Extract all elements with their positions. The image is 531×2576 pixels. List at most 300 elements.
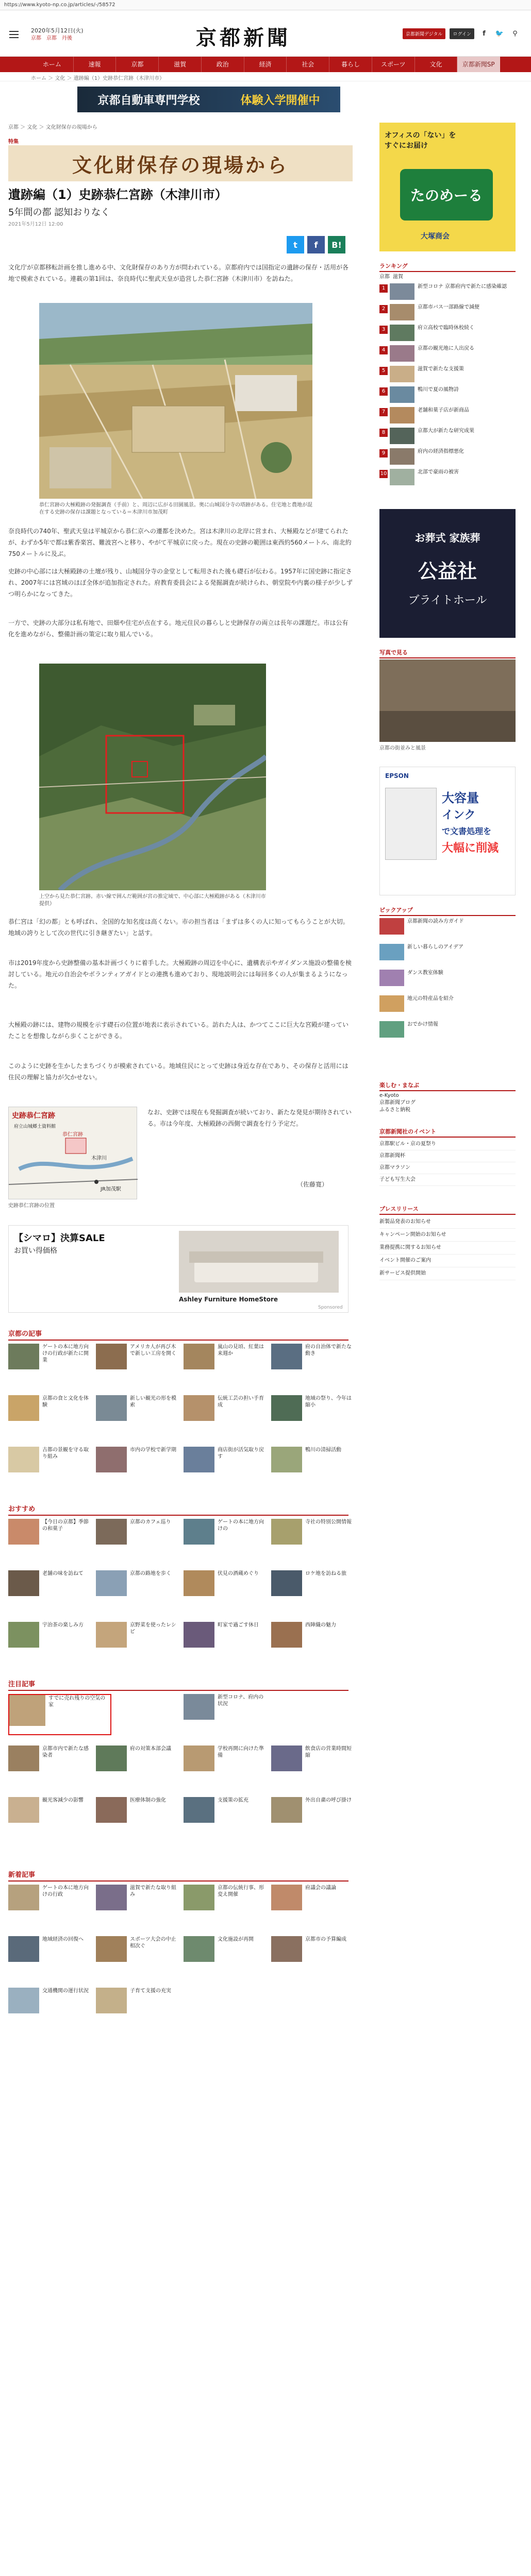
masthead (0, 10, 531, 57)
ranking-item-title: 老舗和菓子店が新商品 (418, 408, 469, 413)
recommend-section-title: おすすめ (8, 1503, 349, 1516)
list-item[interactable] (271, 1395, 352, 1431)
rank-number: 3 (379, 326, 388, 334)
map-title: 史跡恭仁宮跡 (12, 1112, 55, 1120)
ad-brand-logo: たのめーる (400, 169, 493, 221)
article-lead: 文化庁が京都移転計画を推し進める中、文化財保存のあり方が問われている。京都府内では国指定の遺跡の保存・活用が各地で模索されている。連載の第1回は、奈良時代に聖武天皇が造営した恭仁宮跡（木津川市）を訪ねた。 (8, 264, 349, 282)
map-museum-label: 府立山城郷土資料館 (14, 1124, 56, 1129)
sidebar-ad-epson[interactable]: EPSON 大容量 インク で文書処理を 大幅に削減 (379, 767, 516, 895)
list-item[interactable] (8, 1570, 89, 1606)
event-link[interactable]: 京都マラソン (379, 1162, 516, 1174)
ad-funeral-title: お葬式 家族葬 (414, 532, 480, 544)
hot-section-title: 注目記事 (8, 1679, 349, 1691)
item-title: 京都のカフェ巡り (130, 1519, 171, 1525)
special-link[interactable]: 京都新聞ブログ (379, 1100, 416, 1106)
list-item[interactable] (271, 1344, 352, 1380)
ad-sponsor: 大塚商会 (421, 232, 450, 241)
item-title: ゲートの本に地方向けの行政が新たに開業 (42, 1344, 89, 1363)
ad-sponsored-label: Sponsored (318, 1305, 343, 1310)
thumbnail (184, 1885, 214, 1910)
item-title: 京都市の予算編成 (305, 1937, 346, 1942)
item-title: 京野菜を使ったレシピ (130, 1622, 176, 1635)
item-title: すでに売れ残りの空気の家 (48, 1696, 106, 1708)
thumbnail (184, 1447, 214, 1472)
ranking-item-title: 新型コロナ 京都府内で新たに感染確認 (418, 284, 507, 290)
series-title-band (8, 145, 353, 181)
thumbnail (8, 1519, 39, 1545)
ad-epson-line4: 大幅に削減 (442, 842, 499, 855)
ranking-item-title: 滋賀で新たな支援策 (418, 366, 464, 372)
item-title: アメリカ人が再び木で新しい工房を開く (130, 1344, 176, 1357)
item-title: 市内の学校で新学期 (130, 1447, 176, 1453)
list-item[interactable] (96, 1570, 176, 1606)
special-links-title: 楽しむ・まなぶ (379, 1081, 516, 1091)
thumbnail (390, 448, 414, 465)
press-title: プレスリリース (379, 1205, 516, 1215)
thumbnail (390, 283, 414, 300)
item-title: 伏見の酒蔵めぐり (218, 1571, 259, 1577)
thumbnail (271, 1936, 302, 1962)
item-title: 滋賀で新たな取り組み (130, 1885, 176, 1897)
thumbnail (390, 366, 414, 382)
item-title: 地域の祭り、今年は縮小 (305, 1396, 352, 1408)
ad-cta: 体験入学開催中 (240, 94, 320, 107)
news-section-title: 新着記事 (8, 1869, 349, 1882)
thumbnail (184, 1797, 214, 1823)
ad-furniture-image (179, 1231, 339, 1293)
today-date: 2020年5月12日(火) (31, 27, 84, 34)
item-title: 伝統工芸の担い手育成 (218, 1396, 264, 1408)
article-photo-2[interactable] (39, 664, 266, 890)
thumbnail (96, 1936, 127, 1962)
list-item[interactable] (96, 1344, 176, 1380)
gnav-item[interactable]: ホーム (31, 57, 74, 72)
list-item[interactable] (184, 1694, 264, 1730)
rank-number: 6 (379, 387, 388, 396)
thumbnail (8, 1344, 39, 1369)
item-title: 京都市内で新たな感染者 (42, 1746, 89, 1758)
ranking-item[interactable] (379, 304, 516, 323)
map-river-label: 木津川 (91, 1156, 107, 1161)
item-title: ロケ地を訪ねる旅 (305, 1571, 346, 1577)
top-banner-ad[interactable] (77, 87, 340, 112)
thumbnail (8, 1395, 39, 1421)
events-title: 京都新聞社のイベント (379, 1127, 516, 1138)
ad-title: 【シマロ】決算SALE (14, 1233, 105, 1244)
ad-epson-line2: インク (442, 809, 476, 822)
url-bar[interactable]: https://www.kyoto-np.co.jp/articles/-/58572 (0, 0, 531, 10)
list-item[interactable] (8, 1745, 89, 1782)
ranking-item[interactable] (379, 366, 516, 384)
thumbnail (96, 1797, 127, 1823)
thumbnail (379, 970, 404, 986)
thumbnail (271, 1344, 302, 1369)
list-item[interactable] (96, 1519, 176, 1555)
ad-subtitle: お買い得価格 (14, 1247, 57, 1255)
ranking-item-title: 府立高校で臨時休校続く (418, 325, 474, 331)
photo-gallery-caption: 京都の街並みと風景 (379, 745, 426, 751)
item-title: 新型コロナ、府内の状況 (218, 1694, 264, 1707)
thumbnail (271, 1395, 302, 1421)
article-date: 2021年5月12日 12:00 (8, 222, 63, 227)
twitter-icon[interactable]: 🐦 (495, 29, 504, 38)
article-headline: 遺跡編（1）史跡恭仁宮跡（木津川市） (8, 188, 227, 202)
list-item[interactable] (184, 1570, 264, 1606)
ranking-item[interactable] (379, 283, 516, 302)
thumbnail (390, 386, 414, 403)
list-item[interactable] (271, 1936, 352, 1972)
pickup-item[interactable] (379, 918, 516, 937)
list-item[interactable] (271, 1797, 352, 1833)
thumbnail (96, 1745, 127, 1771)
rank-number: 2 (379, 305, 388, 313)
thumbnail (8, 1988, 39, 2013)
thumbnail (184, 1694, 214, 1720)
ad-epson-line1: 大容量 (442, 791, 479, 805)
rank-number: 1 (379, 284, 388, 293)
pickup-item[interactable] (379, 1021, 516, 1040)
list-item[interactable] (96, 1988, 176, 2024)
thumbnail (96, 1570, 127, 1596)
article-para-3: 一方で、史跡の大部分は私有地で、田畑や住宅が点在する。地元住民の暮らしと史跡保存の両立は長年の課題だ。市は公有化を進めながら、整備計画の策定に取り組んでいる。 (8, 619, 349, 638)
special-links (379, 1092, 516, 1114)
list-item[interactable] (271, 1519, 352, 1555)
thumbnail (184, 1745, 214, 1771)
press-list (379, 1216, 516, 1280)
list-item[interactable] (271, 1885, 352, 1921)
thumbnail (8, 1447, 39, 1472)
article-kicker: 特集 (8, 139, 19, 145)
article-para-8: なお、史跡では現在も発掘調査が続いており、新たな発見が期待されている。市は今年度、大極殿跡の西側で調査を行う予定だ。 (147, 1109, 352, 1127)
photo-1-caption: 恭仁宮跡の大極殿跡の発掘調査（手前）と、周辺に広がる田園風景。奥に山城国分寺の塔跡がある。住宅地と農地が混在する史跡の保存は課題となっている＝木津川市加茂町 (39, 502, 312, 515)
gnav-item[interactable]: 文化 (415, 57, 458, 72)
item-title: 【今日の京都】季節の和菓子 (42, 1519, 89, 1532)
thumbnail (390, 407, 414, 423)
item-title: 町家で過ごす休日 (218, 1622, 259, 1628)
item-title: 宇治茶の楽しみ方 (42, 1622, 84, 1628)
article-author: （佐藤寛） (297, 1181, 328, 1188)
ranking-item-title: 京都市バス一部路線で減便 (418, 304, 479, 310)
ranking-item[interactable] (379, 428, 516, 446)
thumbnail (271, 1447, 302, 1472)
thumbnail (390, 428, 414, 444)
thumbnail (390, 304, 414, 320)
thumbnail (96, 1622, 127, 1648)
article-para-6: 大極殿の跡には、建物の規模を示す礎石の位置が地表に表示されている。訪れた人は、かつてここに巨大な宮殿が建っていたことを想像しながら歩くことができる。 (8, 1021, 349, 1040)
ranking-item-title: 京都の観光地に人出戻る (418, 346, 474, 351)
thumbnail (96, 1447, 127, 1472)
thumbnail (271, 1797, 302, 1823)
ranking-item-title: 北部で豪雨の被害 (418, 469, 459, 475)
list-item[interactable] (8, 1395, 89, 1431)
thumbnail (8, 1885, 39, 1910)
press-link[interactable]: 新製品発表のお知らせ (379, 1216, 516, 1229)
thumbnail (96, 1519, 127, 1545)
hot-section-grid (8, 1694, 353, 1879)
item-title: 新しい観光の形を模索 (130, 1396, 176, 1408)
item-title: 府の自治体で新たな動き (305, 1344, 352, 1357)
search-icon[interactable]: ⚲ (512, 29, 518, 38)
item-title: 学校再開に向けた準備 (218, 1746, 264, 1758)
thumbnail (8, 1570, 39, 1596)
ranking-item[interactable] (379, 448, 516, 467)
article-subhead: 5年間の都 認知おりなく (8, 207, 110, 218)
list-item[interactable] (271, 1622, 352, 1658)
article-para-2: 史跡の中心部には大極殿跡の土壇が残り、山城国分寺の金堂として転用された後も礎石が伝わる。1957年に国史跡に指定され、2007年には宮域のほぼ全体が追加指定された。府教育委員会による発掘調査が続けられ、朝堂院や内裏の様子が少しずつ明らかになってきた。 (8, 568, 353, 598)
thumbnail (271, 1622, 302, 1648)
facebook-icon[interactable]: f (483, 29, 486, 38)
gnav-item[interactable]: 滋賀 (159, 57, 202, 72)
list-item[interactable] (184, 1395, 264, 1431)
thumbnail (271, 1745, 302, 1771)
ad-school-name: 京都自動車専門学校 (97, 94, 200, 107)
rank-number: 7 (379, 408, 388, 416)
list-item[interactable] (184, 1344, 264, 1380)
pickup-item[interactable] (379, 995, 516, 1014)
location-map[interactable] (8, 1107, 137, 1199)
ad-text-line1: オフィスの「ない」を (385, 131, 456, 140)
list-item[interactable] (184, 1519, 264, 1555)
twitter-share-icon[interactable]: t (287, 236, 304, 253)
thumbnail (96, 1988, 127, 2013)
thumbnail (379, 944, 404, 960)
list-item[interactable] (184, 1797, 264, 1833)
event-link[interactable]: 京都新聞杯 (379, 1150, 516, 1162)
photo-section-title: 写真で見る (379, 648, 516, 658)
list-item[interactable] (96, 1745, 176, 1782)
pickup-title: ピックアップ (379, 906, 516, 916)
special-link[interactable]: e-Kyoto (379, 1093, 399, 1098)
list-item[interactable] (271, 1745, 352, 1782)
photo-2-caption: 上空から見た恭仁宮跡。赤い線で囲んだ範囲が宮の推定域で、中心部に大極殿跡がある（木津川市提供） (39, 894, 266, 907)
thumbnail (184, 1936, 214, 1962)
map-station-label: JR加茂駅 (101, 1187, 121, 1192)
list-item[interactable] (96, 1395, 176, 1431)
item-title: スポーツ大会の中止相次ぐ (130, 1937, 176, 1949)
thumbnail (390, 325, 414, 341)
item-title: 古都の景観を守る取り組み (42, 1447, 89, 1460)
breadcrumb: 京都 ＞ 文化 ＞ 文化財保存の現場から (8, 125, 97, 130)
tab-kyoto[interactable]: 京都 (379, 274, 390, 280)
article-para-4: 恭仁宮は「幻の都」とも呼ばれ、全国的な知名度は高くない。市の担当者は「まずは多くの人に知ってもらうことが大切。地域の誇りとして次の世代に引き継ぎたい」と話す。 (8, 918, 349, 937)
list-item[interactable] (96, 1936, 176, 1972)
series-title: 文化財保存の現場から (72, 153, 289, 177)
item-title: 老舗の味を訪ねて (42, 1571, 84, 1577)
thumbnail (96, 1344, 127, 1369)
article-para-5: 市は2019年度から史跡整備の基本計画づくりに着手した。大極殿跡の周辺を中心に、遺構表示やガイダンス施設の整備を検討している。地元の自治会やボランティアガイドとの連携も進めており、現地説明会には毎回多くの人が集まるようになった。 (8, 959, 352, 989)
gnav-special[interactable]: 京都新聞SP (457, 57, 500, 72)
pickup-item-title: 京都新聞の読み方ガイド (407, 919, 464, 924)
thumbnail (9, 1695, 45, 1726)
press-link[interactable]: イベント開催のご案内 (379, 1255, 516, 1267)
article-para-1: 奈良時代の740年、聖武天皇は平城京から恭仁京への遷都を決めた。宮は木津川の北岸に営まれ、大極殿などが建てられたが、わずか5年で都は紫香楽宮、難波宮へと移り、やがて平城京に戻った。現在の史跡の範囲は東西約560メートル、南北約750メートルに及ぶ。 (8, 528, 352, 557)
item-title: 寺社の特別公開情報 (305, 1519, 352, 1525)
list-item[interactable] (8, 1344, 89, 1380)
list-item[interactable] (184, 1447, 264, 1483)
list-item[interactable] (8, 1622, 89, 1658)
ranking-title: ランキング (379, 262, 516, 272)
thumbnail (8, 1797, 39, 1823)
page-body (0, 81, 531, 2576)
pickup-item-title: 新しい暮らしのアイデア (407, 944, 464, 950)
sidebar-ad-tanomeru[interactable] (379, 123, 516, 251)
gnav-item[interactable]: 経済 (244, 57, 287, 72)
press-link[interactable]: 新サービス提供開始 (379, 1267, 516, 1280)
list-item[interactable] (96, 1447, 176, 1483)
item-title: 西陣織の魅力 (305, 1622, 336, 1628)
sidebar-ad-funeral[interactable] (379, 509, 516, 638)
ranking-item[interactable] (379, 325, 516, 343)
item-title: ゲートの本に地方向けの行政 (42, 1885, 89, 1897)
list-item[interactable] (271, 1570, 352, 1606)
item-title: 商店街が活気取り戻す (218, 1447, 264, 1460)
ad-funeral-sub: ブライトホール (408, 594, 487, 607)
menu-icon[interactable] (9, 31, 19, 38)
item-title: 支援策の拡充 (218, 1798, 248, 1803)
thumbnail (8, 1745, 39, 1771)
thumbnail (8, 1622, 39, 1648)
rank-number: 4 (379, 346, 388, 354)
pickup-list (379, 918, 516, 1073)
gnav-item[interactable]: 速報 (74, 57, 117, 72)
pickup-item-title: おでかけ情報 (407, 1022, 438, 1027)
item-title: 京都の食と文化を体験 (42, 1396, 89, 1408)
list-item[interactable] (96, 1622, 176, 1658)
gnav-item[interactable]: 社会 (287, 57, 329, 72)
item-title: 京都の路地を歩く (130, 1571, 171, 1577)
list-item[interactable] (8, 1936, 89, 1972)
item-title: ゲートの本に地方向けの (218, 1519, 264, 1532)
weather-link[interactable]: 京都 京都 丹後 (31, 36, 72, 41)
list-item[interactable] (8, 1885, 89, 1921)
events-list (379, 1139, 516, 1186)
list-item[interactable] (8, 1797, 89, 1833)
rank-number: 5 (379, 367, 388, 375)
rank-number: 10 (379, 470, 388, 478)
digital-member-button[interactable]: 京都新聞デジタル (403, 28, 445, 39)
press-link[interactable]: 業務提携に関するお知らせ (379, 1242, 516, 1255)
thumbnail (379, 995, 404, 1012)
item-title: 地域経済の回復へ (42, 1937, 84, 1942)
aerial-photo-image (39, 303, 312, 499)
printer-image (385, 788, 437, 860)
kyoto-section-title: 京都の記事 (8, 1328, 349, 1341)
rank-number: 8 (379, 429, 388, 437)
thumbnail (390, 345, 414, 362)
list-item[interactable] (184, 1745, 264, 1782)
event-link[interactable]: 子ども写生大会 (379, 1174, 516, 1186)
facebook-share-icon[interactable]: f (307, 236, 325, 253)
press-link[interactable]: キャンペーン開始のお知らせ (379, 1229, 516, 1242)
thumbnail (390, 469, 414, 485)
masthead-meta (31, 27, 84, 42)
event-link[interactable]: 京都駅ビル・京の夏祭り (379, 1139, 516, 1150)
list-item-highlight[interactable] (8, 1694, 111, 1735)
tab-shiga[interactable]: 滋賀 (393, 274, 403, 280)
news-section-grid (8, 1885, 353, 2070)
list-item[interactable] (271, 1447, 352, 1483)
ranking-item[interactable] (379, 345, 516, 364)
list-item[interactable] (8, 1519, 89, 1555)
thumbnail (379, 1021, 404, 1038)
pickup-item-title: ダンス教室体験 (407, 970, 443, 976)
thumbnail (271, 1885, 302, 1910)
gnav-item[interactable]: 暮らし (329, 57, 372, 72)
item-title: 医療体制の強化 (130, 1798, 166, 1803)
list-item[interactable] (8, 1988, 89, 2024)
ad-text-line2: すぐにお届け (385, 142, 428, 150)
gnav-item[interactable]: スポーツ (372, 57, 415, 72)
list-item[interactable] (184, 1622, 264, 1658)
list-item[interactable] (184, 1936, 264, 1972)
ad-brand: Ashley Furniture HomeStore (179, 1296, 278, 1303)
ranking-item-title: 京都大が新たな研究成果 (418, 428, 474, 434)
login-button[interactable]: ログイン (450, 28, 474, 39)
map-site-label: 恭仁宮跡 (62, 1132, 83, 1138)
thumbnail (184, 1395, 214, 1421)
item-title: 交通機関の運行状況 (42, 1988, 89, 1994)
thumbnail (271, 1519, 302, 1545)
special-link[interactable]: ふるさと納税 (379, 1107, 410, 1113)
item-title: 府の対策本部会議 (130, 1746, 171, 1752)
item-title: 嵐山の見頃、紅葉は来週か (218, 1344, 264, 1357)
thumbnail (96, 1395, 127, 1421)
thumbnail (184, 1622, 214, 1648)
ranking-tabs (379, 272, 403, 280)
article-para-7: このように史跡を生かしたまちづくりが模索されている。地域住民にとって史跡は身近な存在であり、その保存と活用には住民の理解と協力が欠かせない。 (8, 1062, 349, 1081)
ranking-item[interactable] (379, 469, 516, 487)
list-item[interactable] (96, 1885, 176, 1921)
gnav-item[interactable]: 京都 (116, 57, 159, 72)
pickup-item[interactable] (379, 970, 516, 988)
aerial-map-image (39, 664, 266, 890)
ranking-item-title: 府内の経済指標悪化 (418, 449, 464, 454)
inline-ad[interactable] (8, 1225, 349, 1313)
list-item[interactable] (96, 1797, 176, 1833)
photo-gallery-image[interactable] (379, 659, 516, 742)
item-title: 外出自粛の呼び掛け (305, 1798, 352, 1803)
pickup-item-title: 地元の特産品を紹介 (407, 996, 454, 1002)
thumbnail (184, 1519, 214, 1545)
thumbnail (184, 1344, 214, 1369)
hatena-share-icon[interactable]: B! (328, 236, 345, 253)
ranking-list (379, 283, 516, 500)
global-nav (0, 57, 531, 72)
ranking-item[interactable] (379, 386, 516, 405)
list-item[interactable] (184, 1885, 264, 1921)
site-logo[interactable]: 京都新聞 (196, 26, 291, 50)
item-title: 観光客減少の影響 (42, 1798, 84, 1803)
sub-breadcrumb: ホーム ＞ 文化 ＞ 遺跡編（1）史跡恭仁宮跡（木津川市） (0, 72, 531, 81)
thumbnail (379, 918, 404, 935)
article-photo-1[interactable] (39, 303, 312, 499)
pickup-item[interactable] (379, 944, 516, 962)
list-item[interactable] (8, 1447, 89, 1483)
item-title: 鴨川の清掃活動 (305, 1447, 341, 1453)
header-actions (403, 28, 521, 39)
item-title: 府議会の議論 (305, 1885, 336, 1891)
item-title: 京都の伝統行事、形変え開催 (218, 1885, 264, 1897)
item-title: 飲食店の営業時間短縮 (305, 1746, 352, 1758)
ad-funeral-brand: 公益社 (418, 560, 477, 583)
ranking-item[interactable] (379, 407, 516, 426)
ranking-item-title: 鴨川で夏の風物詩 (418, 387, 459, 393)
item-title: 文化施設が再開 (218, 1937, 254, 1942)
ad-epson-line3: で文書処理を (442, 826, 492, 836)
gnav-item[interactable]: 政治 (202, 57, 244, 72)
thumbnail (271, 1570, 302, 1596)
rank-number: 9 (379, 449, 388, 457)
